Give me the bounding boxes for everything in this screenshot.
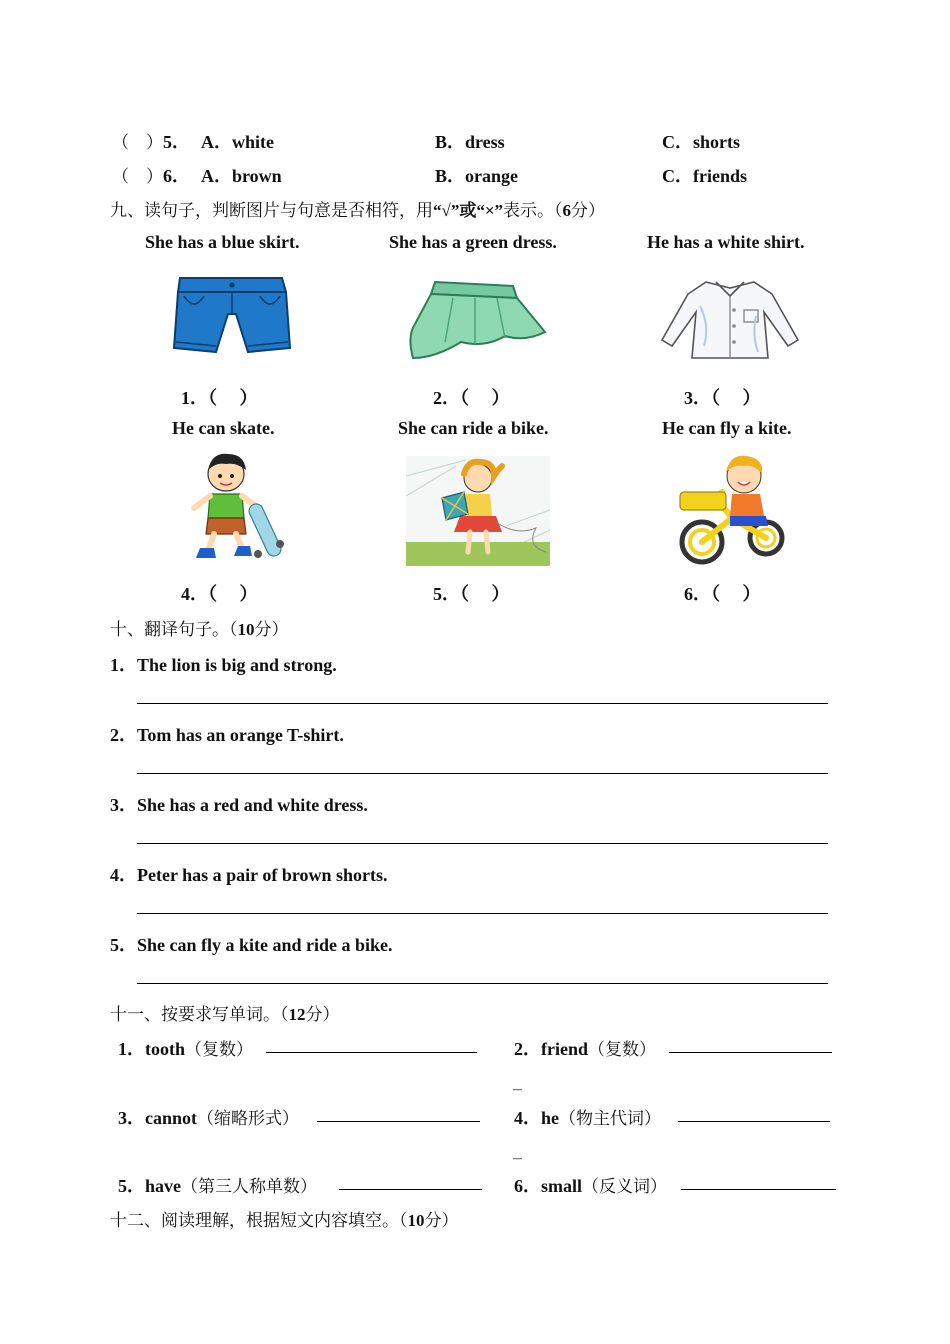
- boy-skateboard-icon: [162, 452, 290, 568]
- answer-paren[interactable]: （ ）: [112, 167, 163, 187]
- option-a: A．brown: [201, 166, 282, 186]
- sentence-4: He can skate.: [172, 418, 275, 438]
- sentence-6: He can fly a kite.: [662, 418, 792, 438]
- word-answer-line-3[interactable]: [317, 1121, 480, 1122]
- word-item-3: 3．cannot（缩略形式）: [118, 1108, 300, 1129]
- word-item-1: 1．tooth（复数）: [118, 1039, 253, 1060]
- answer-line-5[interactable]: [137, 983, 828, 984]
- girl-kite-icon: [406, 456, 550, 566]
- mcq-row-5: [112, 128, 190, 154]
- answer-slot-4[interactable]: 4．（ ）: [181, 584, 258, 604]
- option-c: C．shorts: [662, 132, 741, 152]
- translate-item-1: 1．The lion is big and strong.: [110, 655, 337, 675]
- answer-line-2[interactable]: [137, 773, 828, 774]
- answer-slot-3[interactable]: 3．（ ）: [684, 388, 761, 408]
- option-b: B．dress: [435, 132, 505, 152]
- translate-item-2: 2．Tom has an orange T-shirt.: [110, 725, 344, 745]
- wrap-mark: _: [513, 1070, 522, 1091]
- answer-slot-2[interactable]: 2．（ ）: [433, 388, 510, 408]
- shirt-icon: [660, 276, 800, 362]
- sentence-5: She can ride a bike.: [398, 418, 549, 438]
- word-answer-line-6[interactable]: [681, 1189, 836, 1190]
- question-number: 6．: [163, 166, 190, 186]
- word-answer-line-1[interactable]: [266, 1052, 477, 1053]
- answer-slot-1[interactable]: 1．（ ）: [181, 388, 258, 408]
- answer-slot-5[interactable]: 5．（ ）: [433, 584, 510, 604]
- section-9-title: 九、读句子，判断图片与句意是否相符，用“√”或“×”表示。（6分）: [110, 201, 606, 221]
- wrap-mark: _: [513, 1139, 522, 1160]
- skirt-icon: [405, 276, 549, 366]
- word-answer-line-4[interactable]: [678, 1121, 830, 1122]
- option-c: C．friends: [662, 166, 747, 186]
- shorts-icon: [170, 272, 294, 358]
- word-item-4: 4．he（物主代词）: [514, 1108, 661, 1129]
- answer-slot-6[interactable]: 6．（ ）: [684, 584, 761, 604]
- option-a: A．white: [201, 132, 274, 152]
- sentence-3: He has a white shirt.: [647, 232, 805, 252]
- translate-item-3: 3．She has a red and white dress.: [110, 795, 368, 815]
- option-b: B．orange: [435, 166, 518, 186]
- question-number: 5．: [163, 132, 190, 152]
- translate-item-5: 5．She can fly a kite and ride a bike.: [110, 935, 393, 955]
- sentence-2: She has a green dress.: [389, 232, 557, 252]
- mcq-row-6: [112, 162, 190, 188]
- section-10-title: 十、翻译句子。（10分）: [110, 620, 289, 640]
- word-answer-line-2[interactable]: [669, 1052, 832, 1053]
- section-11-title: 十一、按要求写单词。（12分）: [110, 1005, 340, 1025]
- word-item-5: 5．have（第三人称单数）: [118, 1176, 317, 1197]
- translate-item-4: 4．Peter has a pair of brown shorts.: [110, 865, 388, 885]
- word-item-2: 2．friend（复数）: [514, 1039, 656, 1060]
- answer-line-1[interactable]: [137, 703, 828, 704]
- answer-line-4[interactable]: [137, 913, 828, 914]
- section-12-title: 十二、阅读理解，根据短文内容填空。（10分）: [110, 1211, 459, 1231]
- boy-bike-icon: [670, 452, 796, 568]
- word-item-6: 6．small（反义词）: [514, 1176, 668, 1197]
- sentence-1: She has a blue skirt.: [145, 232, 300, 252]
- answer-paren[interactable]: （ ）: [112, 133, 163, 153]
- answer-line-3[interactable]: [137, 843, 828, 844]
- word-answer-line-5[interactable]: [339, 1189, 482, 1190]
